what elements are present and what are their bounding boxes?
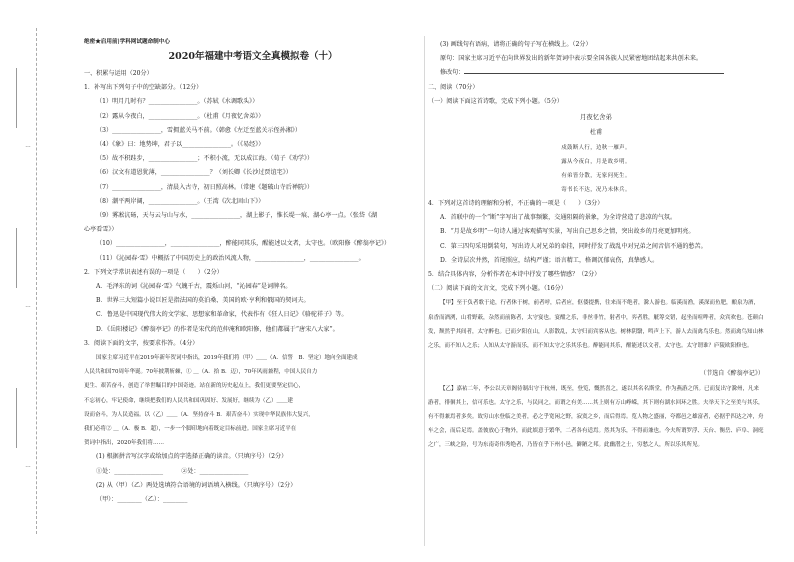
poem-line: 露从今夜白，月是故乡明。: [561, 159, 631, 166]
exam-title: 2020年福建中考语文全真模拟卷（十）: [168, 51, 338, 62]
seal-text: …: [25, 463, 31, 469]
question-1: 1．补写出下列句子中的空缺部分。（12分）: [84, 84, 203, 92]
binding-write-line: [16, 228, 17, 288]
question-4: 4．下列对这首诗的理解和分析，不正确的一项是（ ）（3分）: [428, 200, 604, 208]
left-column: [84, 38, 422, 507]
binding-dashed-line: [36, 28, 37, 534]
q3-answer-line[interactable]: ①处：________________ ②处：________________: [96, 467, 249, 475]
poem-title: 月夜忆舍弟: [580, 113, 612, 122]
q1-item: （3）________________，雪拥蓝关马不前。（韩愈《左迁至蓝关示侄孙湘》）: [96, 126, 301, 134]
revised-label: 修改句：: [440, 69, 465, 77]
column-divider: [424, 36, 425, 546]
poem-author: 杜甫: [589, 129, 603, 137]
q3-subquestion: (2) 从（甲）（乙）两处选填符合语境的词语填入横线。（只填序号）（2分）: [96, 481, 297, 489]
q1-item-cont: 心亭看雪》）: [84, 226, 118, 234]
original-sentence: [428, 52, 764, 66]
question-5: 5．结合具体内容，分析作者在本诗中抒发了哪些情感？（2分）: [428, 271, 601, 279]
binding-margin: [6, 28, 50, 534]
section-heading: 一、积累与运用（20分）: [84, 70, 153, 77]
poem-line: 寄书长不达，况乃未休兵。: [561, 187, 631, 194]
q1-item: （8）潮平两岸阔，________________。（王湾《次北固山下》）: [96, 197, 265, 205]
q3-answer-line[interactable]: （甲）：________（乙）：________: [96, 496, 188, 504]
revised-answer-line[interactable]: [464, 66, 724, 74]
q2-option: C．鲁迅是中国现代伟大的文学家、思想家和革命家，代表作有《狂人日记》《骆驼祥子》等。: [96, 311, 348, 319]
q3-subquestion: (1) 根据拼音写汉字或给加点的字选择正确的读音。（只填序号）（2分）: [96, 453, 288, 461]
binding-write-line: [16, 388, 17, 448]
q1-item: （10）________________，________________，醉能同其乐，醒能述以文者，太守也。（欧阳修《醉翁亭记》）: [96, 240, 391, 248]
passage-yi: 【乙】嘉祐二年，李公以天章阁待制出守于杭州，既至，登览，慨然喜之，遂以其名名斯堂，作为燕游之所。已而复出守滁州，凡来游者，徘徊其上，信可乐也。太守之乐，与民同之，而谓之有美……其上则有万山峥嵘，其下则有湖水回环之胜。夫举天下之至美与其乐，有不得兼焉者多矣。故穷山水登临之美者，必之乎宽闲之野，寂寞之乡，而后得焉。览人物之盛丽，夸都邑之雄富者，必据乎四达之冲，舟车之会，而后足焉。盖彼放心于物外，而此娱意于繁华，二者各有适焉。然其为乐，不得而兼也。今夫所谓罗浮、天台、衡岳、庐阜、洞庭之广，三峡之险，号为东南奇伟秀绝者，乃皆在乎下州小邑，僻陋之邦。此幽潜之士，穷愁之人，所以乐其所见。: [428, 385, 764, 449]
q3-paragraph: 不忘初心，牢记使命，继续把我们的人民共和国巩固好、发展好，继续为（乙）＿＿建: [84, 397, 294, 404]
q3-paragraph: 我们必将② ＿（A．极 B．超），一步一个脚印地向着既定目标前进。国家主席习近平在: [84, 426, 297, 433]
q4-option: A．首联中的一个“断”字写出了战事频繁，交通阻隔的景象，为全诗营造了悲凉的气氛。: [440, 214, 677, 222]
original-text: 国家主席习近平在向世界发出的新年贺词中表示要全国各族人民紧密地团结起来共创未来。: [458, 55, 703, 63]
section-heading: 二、阅读（70分）: [428, 83, 479, 91]
q1-item: （2）露从今夜白，________________。（杜甫《月夜忆舍弟》）: [96, 112, 265, 120]
poem-line: 戍鼓断人行，边秋一雁声。: [561, 145, 631, 152]
q1-item: （4）《象》曰：地势坤，君子以________________。（《易经》）: [96, 141, 265, 149]
q2-option: B．世界三大短篇小说巨匠是指法国的莫泊桑、美国的欧·亨利和俄国的契诃夫。: [96, 297, 310, 305]
passage-source: （节选自《醉翁亭记》）: [700, 370, 764, 378]
q4-option: C．第三四句采用倒装句，写出诗人对兄弟的牵挂，同时抒发了战乱中对兄弟之间音信不通的愁苦。: [440, 242, 707, 250]
part-heading: （二）阅读下面的文言文，完成下列小题。（16分）: [428, 285, 567, 293]
q3-paragraph: 更生、艰苦奋斗，创造了举世瞩目的中国奇迹。站在新的历史起点上，我们更要坚定信心，: [84, 383, 305, 390]
seal-text: …: [25, 143, 31, 149]
q3-paragraph: 人民共和国70周年华诞。70年披荆斩棘，① ＿（A．拾 B．迈），70年风雨兼程，中国人民自力: [84, 369, 318, 376]
revised-sentence: [428, 66, 764, 80]
right-column: [428, 38, 764, 482]
poem-block: [428, 109, 764, 197]
q3-paragraph: 国家主席习近平在2019年新年贺词中指出，2019年我们将（甲）＿＿（A．信誓 B．坚定）地向全面建成: [96, 355, 358, 362]
q3-paragraph: 贺词中指出，2020年我们将……: [84, 440, 164, 447]
q1-item: （5）故不积跬步，________________；不积小流，无以成江海。（荀子《劝学》）: [96, 155, 314, 163]
poem-line: 有弟皆分散，无家问死生。: [561, 173, 631, 180]
q2-option: D．《岳阳楼记》《醉翁亭记》的作者是宋代的范仲淹和欧阳修，他们都属于“唐宋八大家”。: [96, 325, 339, 333]
q1-item: （9）雾凇沆砀，天与云与山与水，________________，湖上影子，惟长堤一痕、湖心亭一点。（张岱《湖: [96, 212, 378, 220]
q1-item: （11）《沁园春·雪》中概括了中国历史上的政治风流人物，________________，________________。: [96, 254, 365, 262]
passage-jia: 【甲】至于负者歌于途，行者休于树，前者呼，后者应，伛偻提携，往来而不绝者，滁人游也。临溪而渔，溪深而鱼肥，酿泉为酒，泉香而酒洌，山肴野蔌，杂然而前陈者，太守宴也。宴酣之乐，非丝非竹，射者中，弈者胜，觥筹交错，起坐而喧哗者，众宾欢也。苍颜白发，颓然乎其间者，太守醉也。已而夕阳在山，人影散乱，太守归而宾客从也。树林阴翳，鸣声上下，游人去而禽鸟乐也。然而禽鸟知山林之乐，而不知人之乐；人知从太守游而乐，而不知太守之乐其乐也。醉能同其乐，醒能述以文者，太守也。太守谓谁？庐陵欧阳修也。: [428, 300, 764, 350]
binding-write-line: [16, 68, 17, 128]
original-label: 原句：: [440, 55, 459, 63]
q2-option: A．毛泽东的词《沁园春·雪》气魄千古，震烁山河，“沁园春”是词牌名。: [96, 283, 292, 291]
seal-text: …: [25, 303, 31, 309]
q1-item: （6）汉文有道恩犹薄，________________？（刘长卿《长沙过贾谊宅》）: [96, 169, 292, 177]
q1-item: （1）明月几时有？________________。（苏轼《水调歌头》）: [96, 98, 259, 106]
secret-label: 绝密★启用前|学科网试题命制中心: [84, 39, 170, 45]
q3-paragraph: 设而奋斗，为人民造福。以（乙）＿＿（A．坚持奋斗 B．艰苦奋斗）实现中华民族伟大复兴，: [84, 411, 314, 418]
q1-item: （7）________________，清晨入古寺，初日照高林。（常建《题破山寺后禅院》）: [96, 183, 314, 191]
q3-subquestion: (3) 画线句有语病，请将正确的句子写在横线上。（2分）: [440, 41, 592, 48]
question-2: 2．下列文学常识表述有误的一项是（ ）（2分）: [84, 268, 223, 276]
q4-option: B．“月是故乡明”一句诗人通过客观描写实景，写出自己思乡之情，突出故乡的月亮更加明亮。: [440, 228, 695, 236]
q4-option: D．全诗层次井然，首尾照应，结构严谨；语言精工，格调沉郁哀伤，真挚感人。: [440, 256, 659, 264]
part-heading: （一）阅读下面这首诗歌，完成下列小题。（5分）: [428, 97, 563, 105]
question-3: 3．阅读下面的文字，按要求作答。（4分）: [84, 339, 199, 347]
